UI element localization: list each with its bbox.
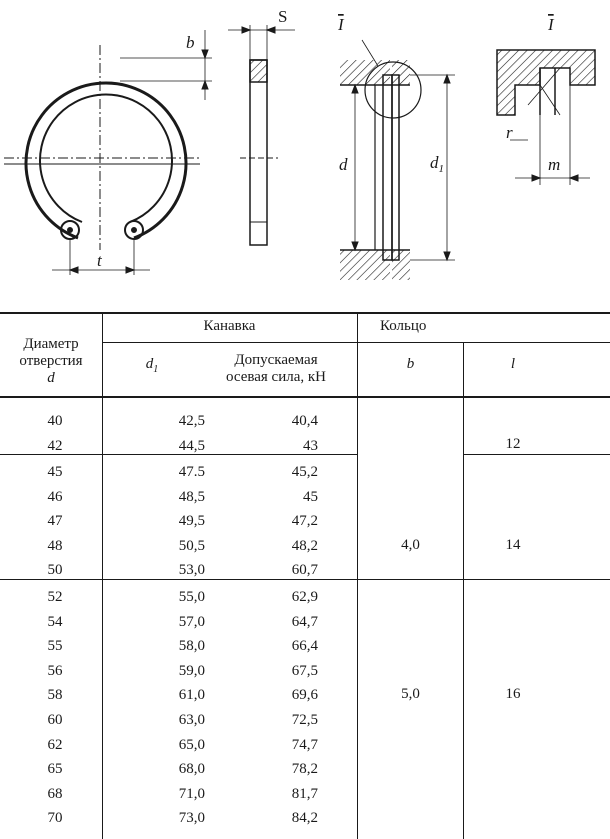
technical-drawings — [0, 0, 610, 300]
cell-force: 45 — [303, 488, 318, 505]
cell-d1: 42,5 — [178, 413, 205, 429]
cell-diameter: 56 — [47, 662, 63, 679]
cell-diameter: 50 — [47, 562, 63, 579]
merged-l-14: 14 — [505, 537, 521, 553]
cell-force: 72,5 — [291, 712, 318, 728]
table-row — [0, 660, 610, 683]
cell-d1: 53,0 — [178, 562, 205, 579]
label-b: b — [186, 33, 195, 52]
cell-force: 78,2 — [291, 761, 318, 778]
table-row — [0, 486, 610, 509]
cell-d1: 65,0 — [178, 736, 205, 753]
cell-diameter: 68 — [47, 785, 63, 802]
cell-force: 62,9 — [291, 589, 318, 605]
label-t: t — [97, 251, 102, 270]
cell-d1: 59,0 — [178, 662, 205, 679]
cell-d1: 63,0 — [178, 712, 205, 728]
header-force: Допускаемая осевая сила, кН — [225, 352, 326, 385]
cell-d1: 55,0 — [178, 589, 205, 605]
cell-force: 40,4 — [291, 413, 318, 429]
cell-diameter: 62 — [47, 736, 63, 753]
cell-force: 47,2 — [291, 513, 318, 530]
header-ring: Кольцо — [380, 318, 427, 334]
table-row — [0, 709, 610, 732]
label-d1: $d_1$ — [430, 153, 444, 175]
cell-d1: 68,0 — [178, 761, 205, 778]
cell-diameter: 60 — [47, 712, 63, 728]
section-mark-2: I — [548, 15, 554, 34]
detail-view — [497, 50, 595, 185]
cell-diameter: 46 — [47, 488, 63, 505]
cell-d1: 61,0 — [178, 687, 205, 704]
cell-force: 74,7 — [291, 736, 318, 753]
cell-diameter: 47 — [47, 513, 63, 530]
table-row — [0, 611, 610, 634]
label-d: d — [339, 155, 348, 174]
cell-force: 84,2 — [291, 810, 318, 827]
cell-diameter: 58 — [47, 687, 63, 704]
header-groove: Канавка — [203, 318, 256, 334]
ring-front-view — [4, 30, 212, 275]
dimensions-table — [0, 312, 610, 839]
cell-diameter: 52 — [47, 589, 63, 605]
cell-diameter: 54 — [47, 613, 63, 630]
table-row — [0, 783, 610, 806]
cell-d1: 44,5 — [178, 437, 205, 454]
cell-force: 69,6 — [291, 687, 318, 704]
cell-diameter: 42 — [47, 437, 63, 454]
cell-d1: 58,0 — [178, 638, 205, 655]
merged-l-12: 12 — [505, 436, 521, 452]
cell-force: 43 — [303, 437, 318, 454]
cell-d1: 49,5 — [178, 513, 205, 530]
cell-diameter: 70 — [47, 810, 63, 827]
cell-d1: 73,0 — [178, 810, 205, 827]
cell-force: 67,5 — [291, 662, 318, 679]
table-row — [0, 410, 610, 433]
cell-d1: 48,5 — [178, 488, 205, 505]
table-row — [0, 734, 610, 757]
cell-force: 48,2 — [291, 537, 318, 554]
cell-d1: 71,0 — [178, 785, 205, 802]
header-b: b — [406, 356, 415, 372]
header-diameter: Диаметр отверстия d — [19, 336, 83, 386]
cell-force: 81,7 — [291, 785, 318, 802]
cell-force: 64,7 — [291, 613, 318, 630]
cell-diameter: 48 — [47, 537, 63, 554]
header-d1: $d_1$ — [145, 356, 159, 375]
cell-force: 60,7 — [291, 562, 318, 579]
label-s: S — [278, 7, 288, 26]
table-row — [0, 461, 610, 484]
cell-d1: 57,0 — [178, 613, 205, 630]
cell-force: 45,2 — [291, 464, 318, 480]
cell-force: 66,4 — [291, 638, 318, 655]
label-m: m — [548, 155, 561, 174]
cell-diameter: 45 — [47, 464, 63, 480]
section-mark-1: I — [338, 15, 344, 34]
merged-b-5: 5,0 — [401, 686, 420, 702]
table-row — [0, 635, 610, 658]
table-row — [0, 807, 610, 830]
cell-diameter: 65 — [47, 761, 63, 778]
ring-side-view — [228, 25, 295, 245]
label-r: r — [506, 123, 513, 142]
cell-diameter: 55 — [47, 638, 63, 655]
table-row — [0, 510, 610, 533]
table-row — [0, 586, 610, 609]
cell-d1: 50,5 — [178, 537, 205, 554]
cell-diameter: 40 — [47, 413, 63, 429]
header-l: l — [510, 356, 516, 372]
merged-b-4: 4,0 — [401, 537, 420, 553]
table-row — [0, 758, 610, 781]
cell-d1: 47.5 — [178, 464, 205, 480]
merged-l-16: 16 — [505, 686, 521, 702]
table-row — [0, 559, 610, 582]
